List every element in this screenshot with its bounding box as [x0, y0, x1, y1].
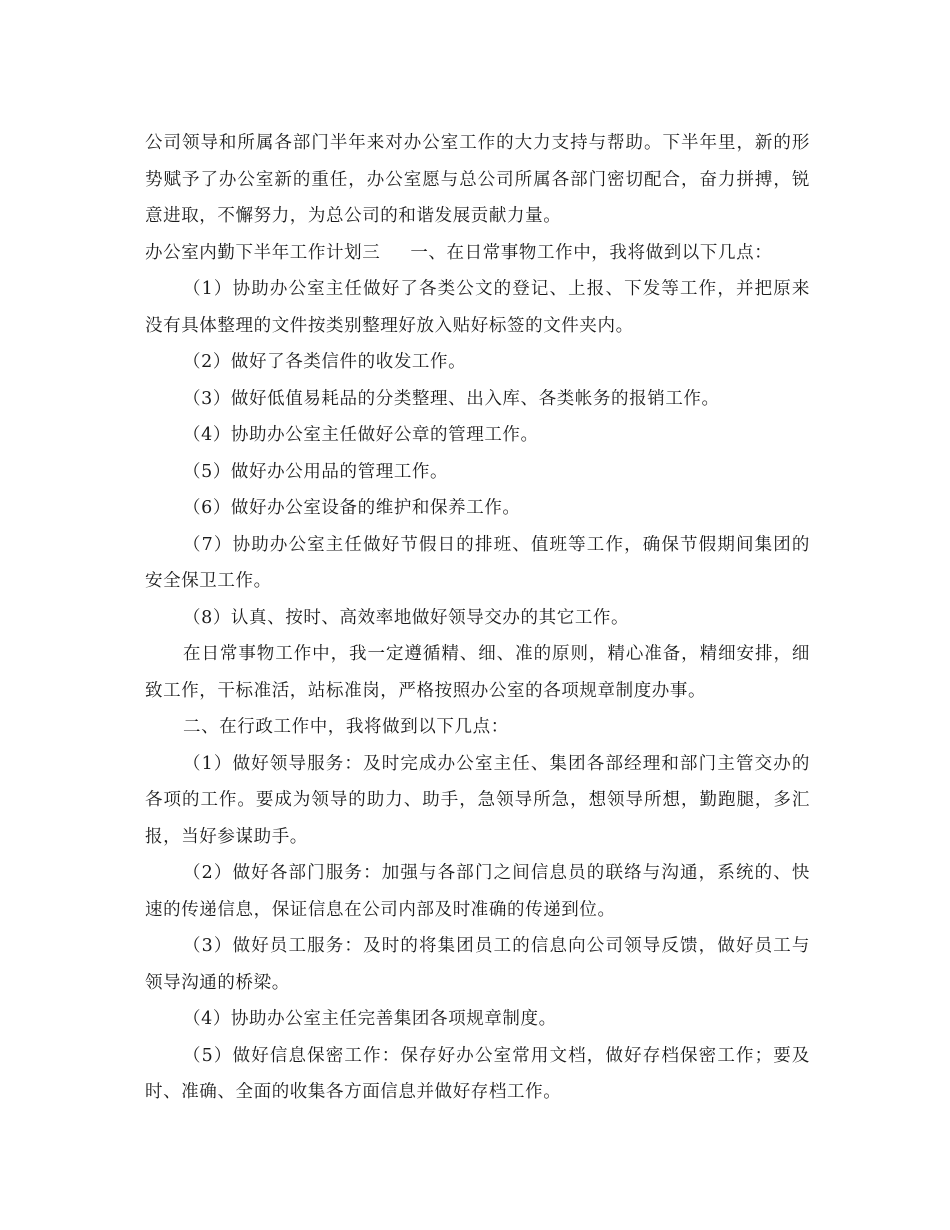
admin-item-2: （2）做好各部门服务：加强与各部门之间信息员的联络与沟通，系统的、快速的传递信息，保证信息在公司内部及时准确的传递到位。: [145, 863, 810, 920]
document-title: 办公室内勤下半年工作计划三: [145, 242, 381, 263]
admin-item-1: （1）做好领导服务：及时完成办公室主任、集团各部经理和部门主管交办的各项的工作。要成为领导的助力、助手，急领导所急，想领导所想，勤跑腿，多汇报，当好参谋助手。: [145, 753, 810, 847]
section-two-heading: 二、在行政工作中，我将做到以下几点：: [183, 717, 509, 737]
list-item-3: （3）做好低值易耗品的分类整理、出入库、各类帐务的报销工作。: [183, 388, 720, 409]
admin-item-3: （3）做好员工服务：及时的将集团员工的信息向公司领导反馈，做好员工与领导沟通的桥梁。: [145, 936, 810, 993]
admin-item-4: （4）协助办公室主任完善集团各项规章制度。: [183, 1009, 557, 1029]
list-item-7: （7）协助办公室主任做好节假日的排班、值班等工作，确保节假期间集团的安全保卫工作。: [145, 534, 810, 591]
list-item-8: （8）认真、按时、高效率地做好领导交办的其它工作。: [183, 607, 630, 628]
admin-item-5: （5）做好信息保密工作：保存好办公室常用文档，做好存档保密工作；要及时、准确、全面的收集各方面信息并做好存档工作。: [145, 1045, 810, 1102]
document-body: [145, 125, 810, 1111]
section-one-heading: 一、在日常事物工作中，我将做到以下几点：: [410, 242, 773, 263]
paragraph-intro-closing: 公司领导和所属各部门半年来对办公室工作的大力支持与帮助。下半年里，新的形势赋予了办公室新的重任，办公室愿与总公司所属各部门密切配合，奋力拼搏，锐意进取，不懈努力，为总公司的和谐发展贡献力量。: [145, 133, 810, 226]
paragraph-section-heading: [145, 235, 810, 272]
list-item-5: （5）做好办公用品的管理工作。: [183, 461, 449, 482]
list-item-6: （6）做好办公室设备的维护和保养工作。: [183, 498, 521, 518]
list-item-4: （4）协助办公室主任做好公章的管理工作。: [183, 425, 539, 445]
list-item-2: （2）做好了各类信件的收发工作。: [183, 352, 467, 372]
list-item-1: （1）协助办公室主任做好了各类公文的登记、上报、下发等工作，并把原来没有具体整理的文件按类别整理好放入贴好标签的文件夹内。: [145, 279, 810, 336]
paragraph-summary: 在日常事物工作中，我一定遵循精、细、准的原则，精心准备，精细安排，细致工作，干标准活，站标准岗，严格按照办公室的各项规章制度办事。: [145, 644, 810, 701]
